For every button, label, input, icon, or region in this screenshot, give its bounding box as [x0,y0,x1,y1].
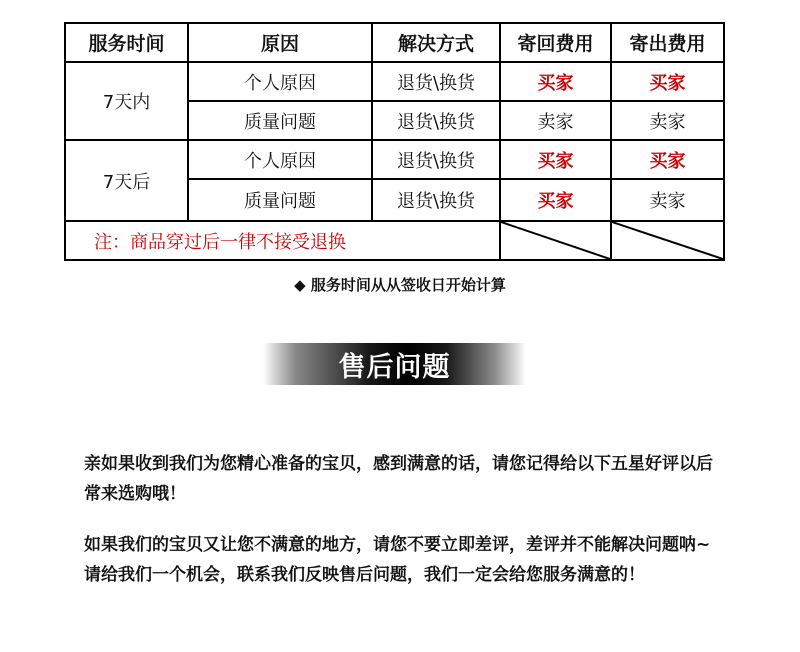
table-row [65,140,724,179]
reason-cell: 质量问题 [188,179,372,221]
empty-diagonal-cell [500,221,611,260]
return-fee-cell: 买家 [500,179,611,221]
table-row [65,62,724,101]
return-fee-cell: 买家 [500,62,611,101]
send-fee-cell: 买家 [611,62,724,101]
return-fee-cell: 卖家 [500,101,611,140]
empty-diagonal-cell [611,221,724,260]
header-reason: 原因 [188,23,372,62]
method-cell: 退货\换货 [372,62,500,101]
diagonal-line [501,222,610,259]
reason-cell: 个人原因 [188,62,372,101]
reason-cell: 个人原因 [188,140,372,179]
section-banner [263,343,526,385]
note-row [65,221,724,260]
period-cell: 7天后 [65,140,188,221]
no-return-note: 注：商品穿过后一律不接受退换 [65,221,500,260]
reason-cell: 质量问题 [188,101,372,140]
period-cell: 7天内 [65,62,188,140]
send-fee-cell: 卖家 [611,179,724,221]
return-fee-cell: 买家 [500,140,611,179]
service-time-footnote: ◆ 服务时间从从签收日开始计算 [294,276,506,294]
section-title: 售后问题 [338,351,451,383]
header-send-fee: 寄出费用 [611,23,724,62]
return-policy-table [64,22,725,261]
header-method: 解决方式 [372,23,500,62]
method-cell: 退货\换货 [372,179,500,221]
diagonal-line [612,222,723,259]
unsatisfied-paragraph: 如果我们的宝贝又让您不满意的地方，请您不要立即差评，差评并不能解决问题呐~ 请给我们一个机会，联系我们反映售后问题，我们一定会给您服务满意的！ [84,535,745,585]
header-service-time: 服务时间 [65,23,188,62]
send-fee-cell: 卖家 [611,101,724,140]
satisfied-paragraph: 亲如果收到我们为您精心准备的宝贝，感到满意的话，请您记得给以下五星好评以后常来选购哦！ [84,454,713,504]
header-return-fee: 寄回费用 [500,23,611,62]
send-fee-cell: 买家 [611,140,724,179]
method-cell: 退货\换货 [372,140,500,179]
method-cell: 退货\换货 [372,101,500,140]
